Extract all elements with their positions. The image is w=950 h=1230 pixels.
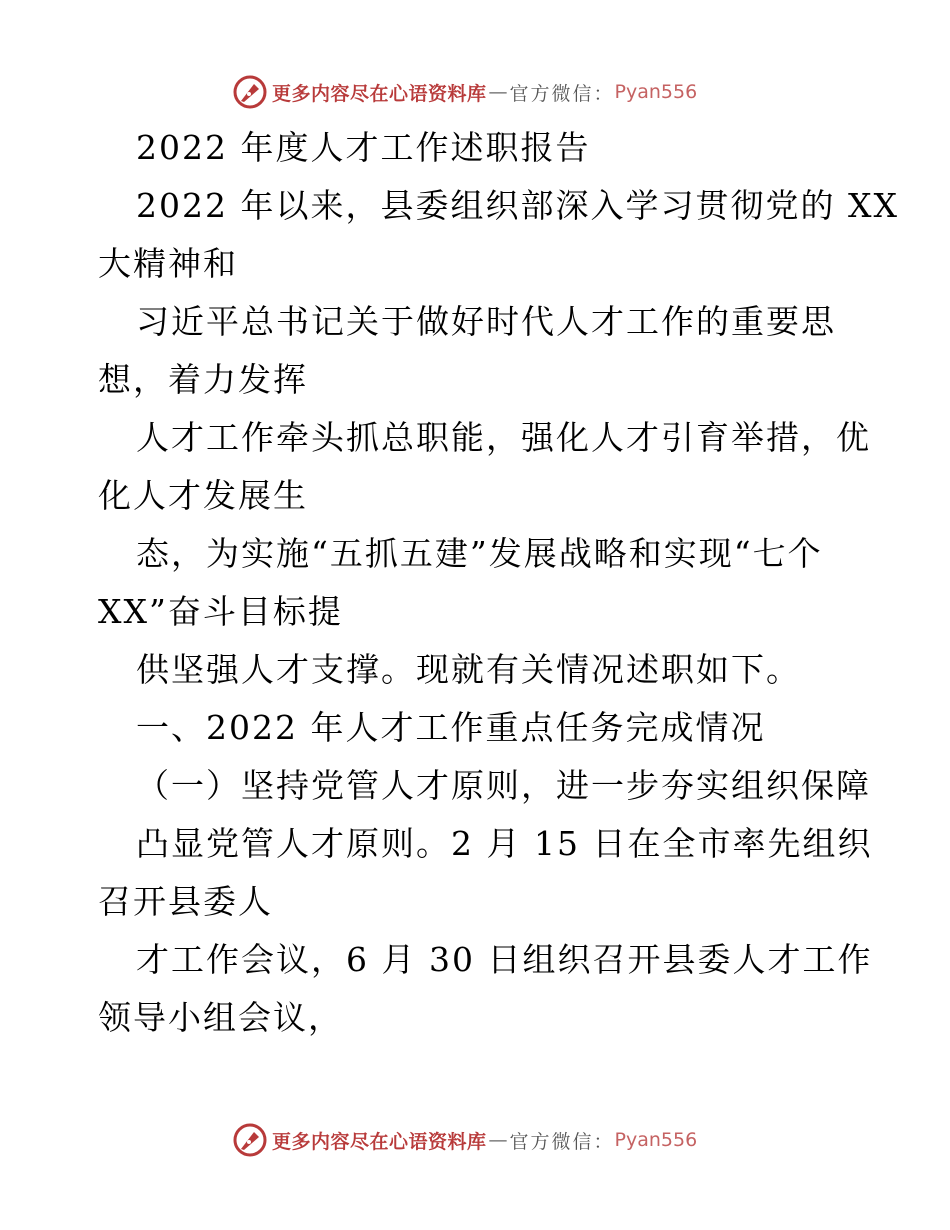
paragraph-line: 人才工作牵头抓总职能，强化人才引育举措，优 <box>136 418 871 457</box>
watermark-wechat-id: Pyan556 <box>614 1129 698 1151</box>
watermark-wechat-id: Pyan556 <box>614 81 698 103</box>
paragraph-line: 大精神和 <box>98 244 238 283</box>
paragraph-line: 召开县委人 <box>98 882 273 921</box>
watermark-header <box>232 72 697 112</box>
watermark-separator: — <box>488 1129 508 1151</box>
watermark-brand-text: 更多内容尽在心语资料库 <box>272 82 487 105</box>
paragraph-line: 凸显党管人才原则。2 月 15 日在全市率先组织 <box>136 824 873 863</box>
paragraph-line: 领导小组会议， <box>98 998 343 1037</box>
document-title: 2022 年度人才工作述职报告 <box>136 128 591 167</box>
paragraph-line: 习近平总书记关于做好时代人才工作的重要思 <box>136 302 836 341</box>
section-heading: 一、2022 年人才工作重点任务完成情况 <box>136 708 766 747</box>
subsection-heading: （一）坚持党管人才原则，进一步夯实组织保障 <box>136 766 871 805</box>
paragraph-line: 才工作会议，6 月 30 日组织召开县委人才工作 <box>136 940 873 979</box>
watermark-brand-text: 更多内容尽在心语资料库 <box>272 1130 487 1153</box>
pen-nib-seal-icon <box>232 74 268 110</box>
watermark-separator: — <box>488 81 508 103</box>
watermark-footer <box>232 1120 697 1160</box>
pen-nib-seal-icon <box>232 1122 268 1158</box>
paragraph-line: 化人才发展生 <box>98 476 308 515</box>
paragraph-line: 2022 年以来，县委组织部深入学习贯彻党的 XX <box>136 186 899 225</box>
paragraph-line: 供坚强人才支撑。现就有关情况述职如下。 <box>136 650 801 689</box>
watermark-official-label: 官方微信： <box>509 1130 615 1153</box>
paragraph-line: 想，着力发挥 <box>98 360 308 399</box>
paragraph-line: 态，为实施“五抓五建”发展战略和实现“七个 <box>136 534 823 573</box>
paragraph-line: XX”奋斗目标提 <box>98 592 343 631</box>
watermark-official-label: 官方微信： <box>509 82 615 105</box>
